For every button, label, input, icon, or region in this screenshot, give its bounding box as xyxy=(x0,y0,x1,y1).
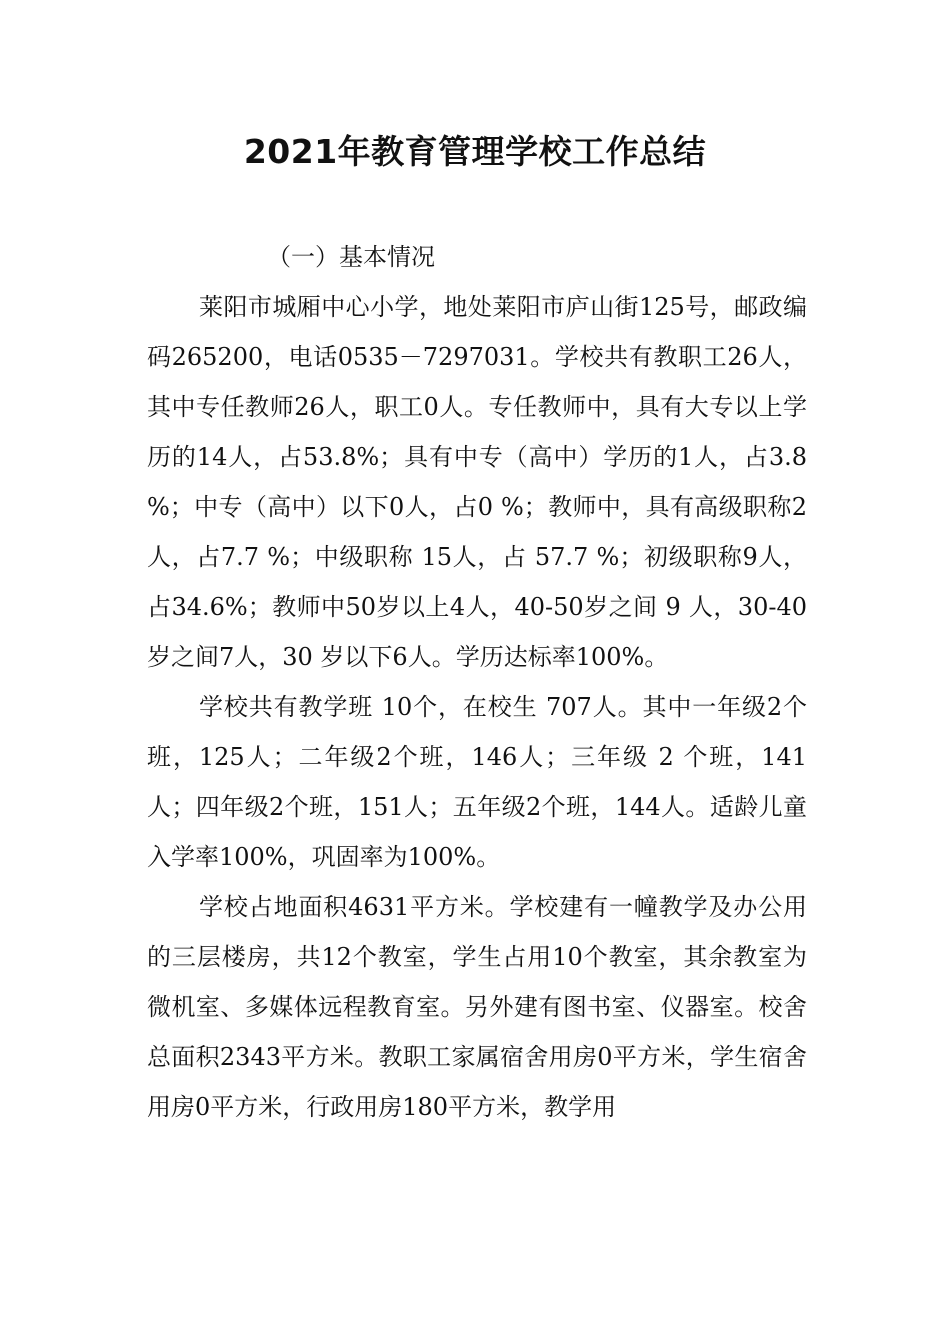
section-heading: （一）基本情况 xyxy=(267,243,435,271)
paragraph-class-info: 学校共有教学班 10个，在校生 707人。其中一年级2个班，125人；二年级2个班，146人；三年级 2 个班，141人；四年级2个班，151人；五年级2个班，144人。适龄儿童入学率100%，巩固率为100%。 xyxy=(147,693,807,871)
document-title: 2021年教育管理学校工作总结 xyxy=(243,132,707,171)
paragraph-staff-info: 莱阳市城厢中心小学，地处莱阳市庐山街125号，邮政编码265200，电话0535－7297031。学校共有教职工26人，其中专任教师26人，职工0人。专任教师中，具有大专以上学历的14人，占53.8%；具有中专（高中）学历的1人，占3.8 %；中专（高中）以下0人，占0 %；教师中，具有高级职称2人，占7.7 %；中级职称 15人，占 57.7 %；初级职称9人，占34.6%；教师中50岁以上4人，40-50岁之间 9 人，30-40岁之间7人，30 岁以下6人。学历达标率100%。 xyxy=(147,293,807,671)
paragraph-facility-info: 学校占地面积4631平方米。学校建有一幢教学及办公用的三层楼房，共12个教室，学生占用10个教室，其余教室为微机室、多媒体远程教育室。另外建有图书室、仪器室。校舍总面积2343平方米。教职工家属宿舍用房0平方米，学生宿舍用房0平方米，行政用房180平方米，教学用 xyxy=(147,893,807,1121)
document-body xyxy=(147,232,807,1132)
